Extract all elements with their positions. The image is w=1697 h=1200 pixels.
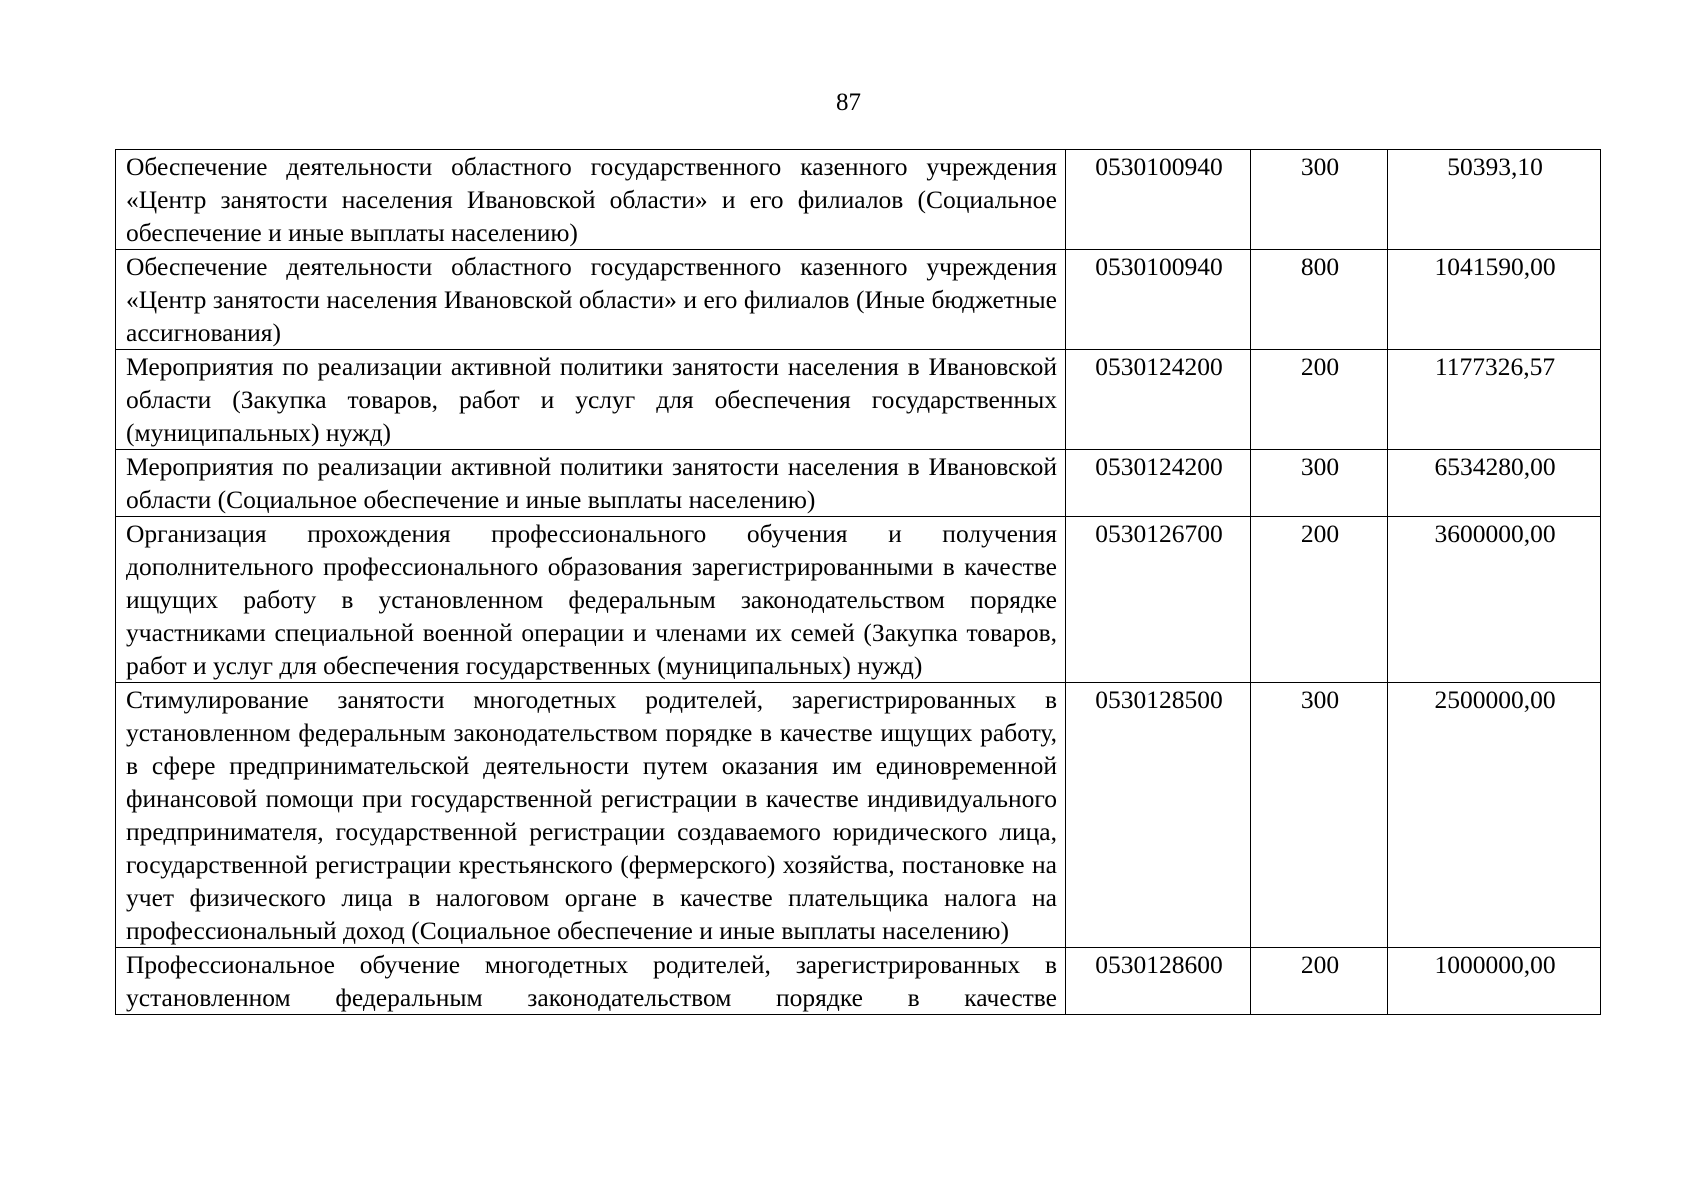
row-amount: 50393,10 <box>1388 150 1601 250</box>
row-expense-type: 200 <box>1251 948 1388 1015</box>
row-name: Мероприятия по реализации активной политики занятости населения в Ивановской области (Закупка товаров, работ и услуг для обеспечения государственных (муниципальных) нужд) <box>116 350 1066 450</box>
table-row <box>116 450 1601 517</box>
row-name: Мероприятия по реализации активной политики занятости населения в Ивановской области (Социальное обеспечение и иные выплаты населению) <box>116 450 1066 517</box>
row-code: 0530124200 <box>1066 350 1251 450</box>
row-code: 0530128600 <box>1066 948 1251 1015</box>
row-expense-type: 200 <box>1251 517 1388 683</box>
row-expense-type: 300 <box>1251 150 1388 250</box>
table-row <box>116 517 1601 683</box>
row-code: 0530126700 <box>1066 517 1251 683</box>
row-expense-type: 300 <box>1251 450 1388 517</box>
row-amount: 3600000,00 <box>1388 517 1601 683</box>
row-amount: 1177326,57 <box>1388 350 1601 450</box>
row-code: 0530100940 <box>1066 150 1251 250</box>
page-number: 87 <box>836 89 861 116</box>
row-code: 0530100940 <box>1066 250 1251 350</box>
row-name: Обеспечение деятельности областного государственного казенного учреждения «Центр занятости населения Ивановской области» и его филиалов (Социальное обеспечение и иные выплаты населению) <box>116 150 1066 250</box>
row-code: 0530124200 <box>1066 450 1251 517</box>
table-row <box>116 948 1601 1015</box>
row-amount: 6534280,00 <box>1388 450 1601 517</box>
row-expense-type: 200 <box>1251 350 1388 450</box>
row-name: Стимулирование занятости многодетных родителей, зарегистрированных в установленном федеральным законодательством порядке в качестве ищущих работу, в сфере предпринимательской деятельности путем оказания им единовременной финансовой помощи при государственной регистрации в качестве индивидуального предпринимателя, государственной регистрации создаваемого юридического лица, государственной регистрации крестьянского (фермерского) хозяйства, постановке на учет физического лица в налоговом органе в качестве плательщика налога на профессиональный доход (Социальное обеспечение и иные выплаты населению) <box>116 683 1066 948</box>
row-expense-type: 800 <box>1251 250 1388 350</box>
row-amount: 1041590,00 <box>1388 250 1601 350</box>
table-row <box>116 683 1601 948</box>
table-row <box>116 350 1601 450</box>
row-expense-type: 300 <box>1251 683 1388 948</box>
row-name: Обеспечение деятельности областного государственного казенного учреждения «Центр занятости населения Ивановской области» и его филиалов (Иные бюджетные ассигнования) <box>116 250 1066 350</box>
budget-table <box>115 149 1601 1015</box>
row-amount: 1000000,00 <box>1388 948 1601 1015</box>
row-name: Организация прохождения профессионального обучения и получения дополнительного профессионального образования зарегистрированными в качестве ищущих работу в установленном федеральным законодательством порядке участниками специальной военной операции и членами их семей (Закупка товаров, работ и услуг для обеспечения государственных (муниципальных) нужд) <box>116 517 1066 683</box>
table-row <box>116 150 1601 250</box>
table-row <box>116 250 1601 350</box>
row-amount: 2500000,00 <box>1388 683 1601 948</box>
row-name: Профессиональное обучение многодетных родителей, зарегистрированных в установленном федеральным законодательством порядке в качестве <box>116 948 1066 1015</box>
row-code: 0530128500 <box>1066 683 1251 948</box>
